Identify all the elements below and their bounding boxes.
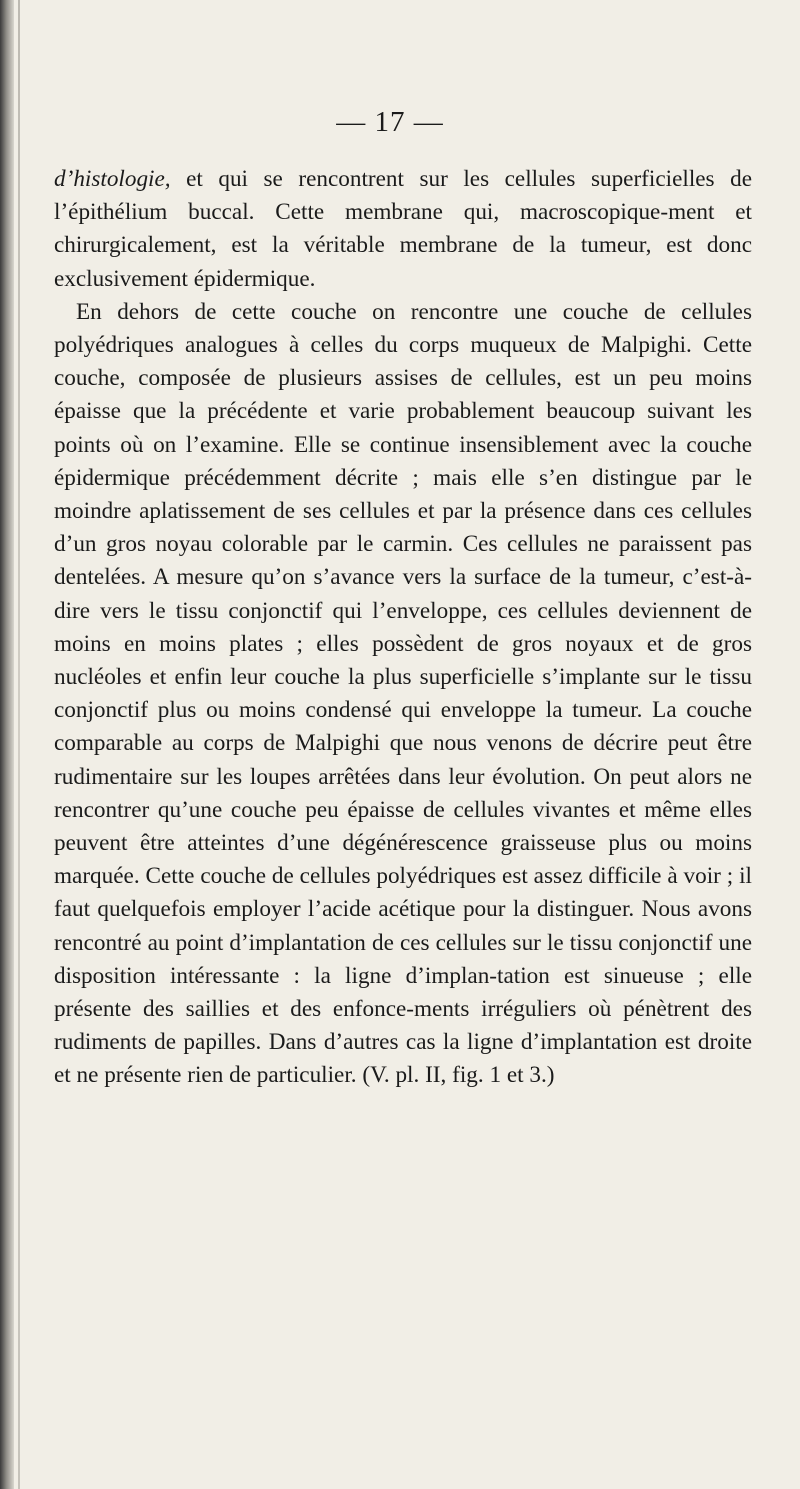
page-binding-line <box>18 0 20 1489</box>
body-text <box>54 163 752 1093</box>
paragraph-1-text: et qui se rencontrent sur les cellules superficielles de l’épithélium buccal. Cette membrane qui, macroscopique-ment et chirurgicalement, est la véritable membrane de la tumeur, est donc exclusivement épidermique. <box>54 166 752 292</box>
paragraph-1-italic-lead: d’histologie, <box>54 166 171 192</box>
page-binding-edge <box>0 0 14 1489</box>
page-number: — 17 — <box>336 106 444 138</box>
paragraph-2: En dehors de cette couche on rencontre une couche de cellules polyédriques analogues à celles du corps muqueux de Malpighi. Cette couche, composée de plusieurs assises de cellules, est un peu moins épaisse que la précédente et varie probablement beaucoup suivant les points où on l’examine. Elle se continue insensiblement avec la couche épidermique précédemment décrite ; mais elle s’en distingue par le moindre aplatissement de ses cellules et par la présence dans ces cellules d’un gros noyau colorable par le carmin. Ces cellules ne paraissent pas dentelées. A mesure qu’on s’avance vers la surface de la tumeur, c’est-à-dire vers le tissu conjonctif qui l’enveloppe, ces cellules deviennent de moins en moins plates ; elles possèdent de gros noyaux et de gros nucléoles et enfin leur couche la plus superficielle s’implante sur le tissu conjonctif plus ou moins condensé qui enveloppe la tumeur. La couche comparable au corps de Malpighi que nous venons de décrire peut être rudimentaire sur les loupes arrêtées dans leur évolution. On peut alors ne rencontrer qu’une couche peu épaisse de cellules vivantes et même elles peuvent être atteintes d’une dégénérescence graisseuse plus ou moins marquée. Cette couche de cellules polyédriques est assez difficile à voir ; il faut quelquefois employer l’acide acétique pour la distinguer. Nous avons rencontré au point d’implantation de ces cellules sur le tissu conjonctif une disposition intéressante : la ligne d’implan-tation est sinueuse ; elle présente des saillies et des enfonce-ments irréguliers où pénètrent des rudiments de papilles. Dans d’autres cas la ligne d’implantation est droite et ne présente rien de particulier. (V. pl. II, fig. 1 et 3.) <box>54 298 752 1089</box>
paragraph-1 <box>54 163 752 296</box>
